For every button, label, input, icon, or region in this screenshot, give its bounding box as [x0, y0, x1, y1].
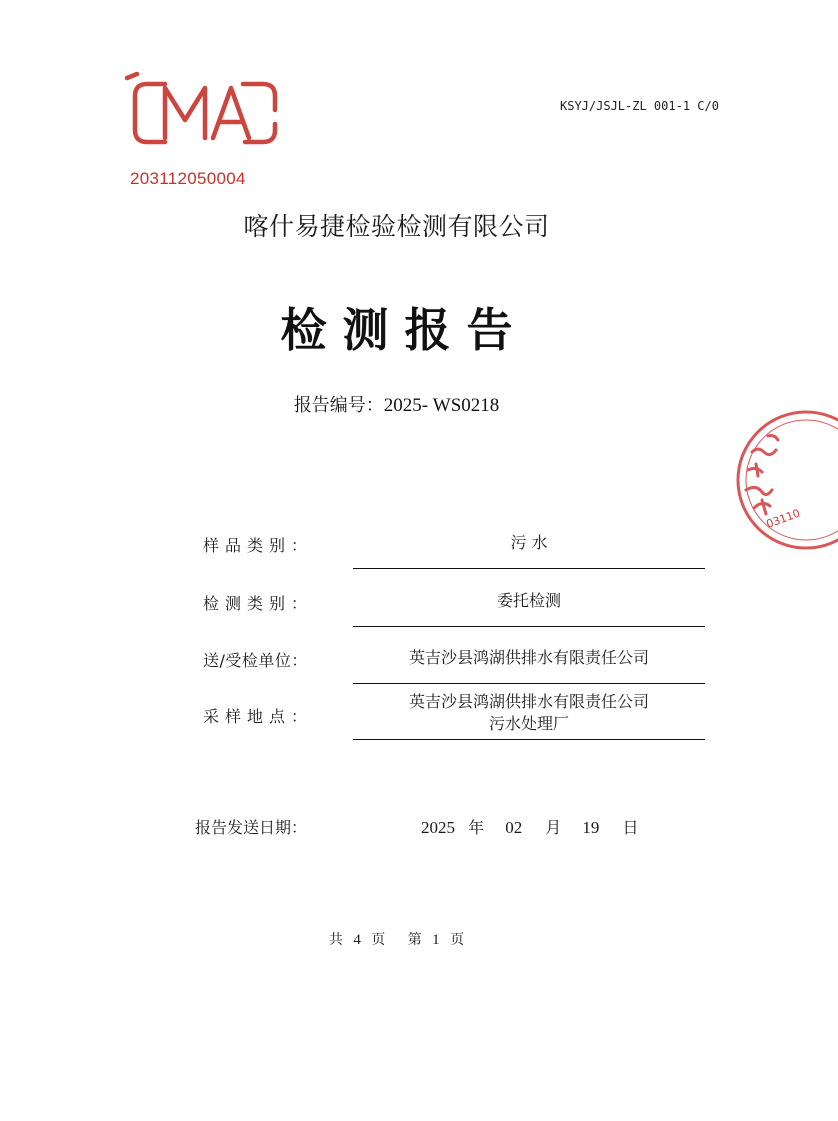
company-seal-graphic — [728, 400, 838, 560]
seal-number-fragment: 03110 — [764, 506, 802, 531]
cma-certificate-number: 203112050004 — [130, 169, 246, 188]
document-code: KSYJ/JSJL-ZL 001-1 C/0 — [560, 99, 719, 113]
report-number — [0, 391, 793, 417]
report-date-day: 19 — [582, 818, 600, 837]
report-date-month-unit: 月 — [545, 818, 562, 837]
field-value-test-type: 委托检测 — [496, 591, 561, 610]
report-number-value: 2025- WS0218 — [383, 395, 500, 416]
report-number-label: 报告编号： — [293, 395, 384, 416]
field-label-sample-type: 样品类别： — [203, 536, 314, 555]
report-date — [421, 815, 639, 838]
field-underline — [353, 739, 705, 740]
sampling-site-line2: 污水处理厂 — [488, 714, 569, 733]
field-underline — [353, 683, 705, 684]
report-date-year-unit: 年 — [468, 818, 485, 837]
company-seal — [728, 400, 838, 560]
field-value-client: 英吉沙县鸿湖供排水有限责任公司 — [408, 648, 649, 667]
field-label-test-type: 检测类别： — [203, 594, 314, 613]
field-underline — [353, 568, 705, 569]
field-value-sampling-site — [353, 691, 705, 735]
field-value-sample-type: 污 水 — [510, 533, 548, 552]
report-date-label: 报告发送日期： — [195, 818, 308, 837]
field-label-sampling-site: 采样地点： — [203, 707, 314, 726]
field-label-client: 送/受检单位： — [203, 651, 308, 670]
page-current-suffix: 页 — [450, 932, 465, 948]
sampling-site-line1: 英吉沙县鸿湖供排水有限责任公司 — [408, 692, 649, 711]
report-date-day-unit: 日 — [622, 818, 639, 837]
page-current-prefix: 第 — [407, 932, 422, 948]
page-total-prefix: 共 — [328, 932, 343, 948]
report-date-year: 2025 — [421, 818, 455, 837]
page-total: 4 — [353, 932, 361, 948]
page-indicator — [0, 929, 793, 949]
report-title: 检测报告 — [280, 303, 529, 357]
page-total-suffix: 页 — [371, 932, 386, 948]
company-name: 喀什易捷检验检测有限公司 — [243, 212, 550, 241]
report-date-month: 02 — [505, 818, 523, 837]
field-underline — [353, 626, 705, 627]
page-current: 1 — [432, 932, 440, 948]
